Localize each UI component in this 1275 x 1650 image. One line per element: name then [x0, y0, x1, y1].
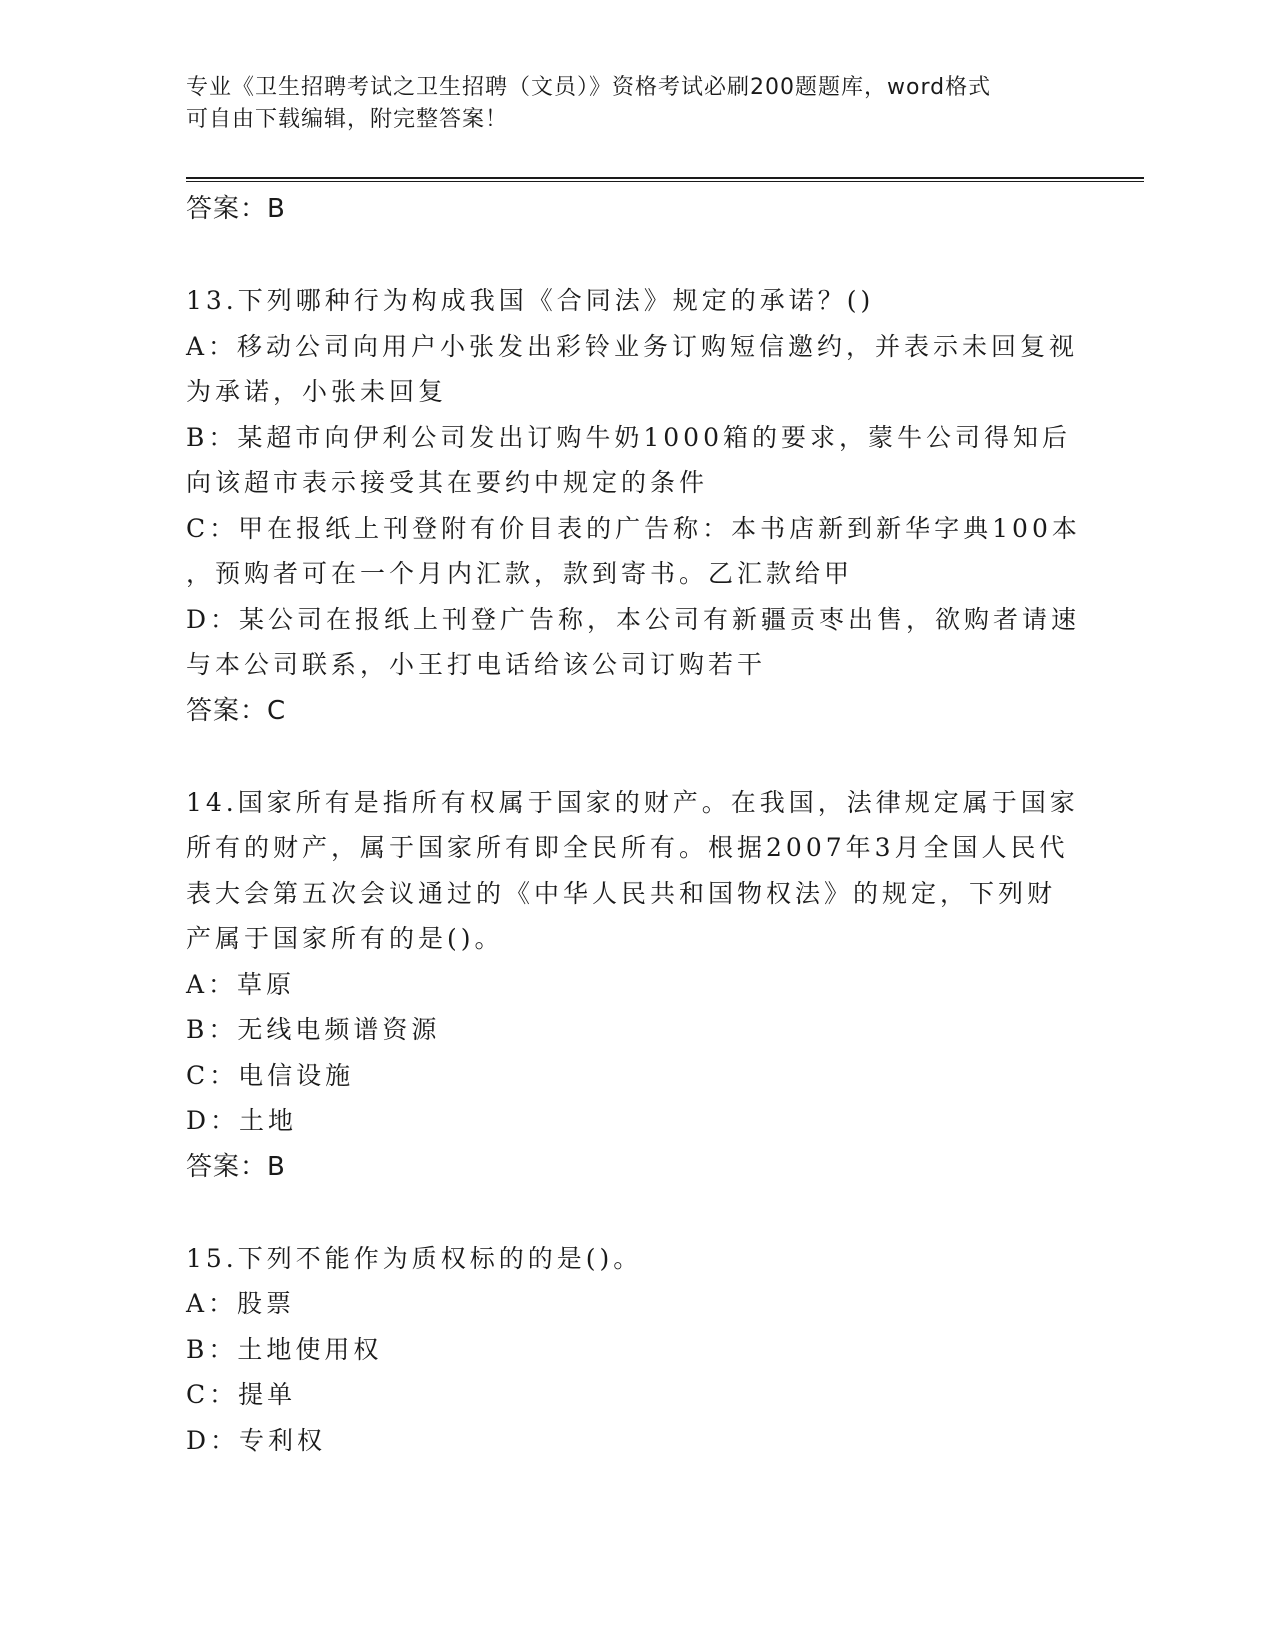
text-line: ，预购者可在一个月内汇款，款到寄书。乙汇款给甲 [186, 559, 854, 588]
answer-line: 答案：C [186, 695, 287, 726]
text-line: C：电信设施 [186, 1060, 355, 1090]
text-line: C：提单 [186, 1380, 297, 1409]
header-line-1: 专业《卫生招聘考试之卫生招聘（文员）》资格考试必刷200题题库，word格式 [186, 75, 992, 100]
text-line: B：土地使用权 [186, 1334, 383, 1364]
text-line: 所有的财产，属于国家所有即全民所有。根据2007年3月全国人民代 [186, 833, 1069, 862]
text-line: 14.国家所有是指所有权属于国家的财产。在我国，法律规定属于国家 [186, 787, 1079, 817]
text-line: 产属于国家所有的是()。 [186, 924, 504, 953]
text-line: D：专利权 [186, 1425, 327, 1455]
text-line: 15.下列不能作为质权标的的是()。 [186, 1243, 643, 1273]
document-header [186, 72, 1086, 136]
text-line: B：无线电频谱资源 [186, 1015, 441, 1044]
document-body [186, 186, 1081, 1463]
text-line: 表大会第五次会议通过的《中华人民共和国物权法》的规定，下列财 [186, 878, 1057, 908]
text-line: 向该超市表示接受其在要约中规定的条件 [186, 468, 709, 497]
text-line: D：某公司在报纸上刊登广告称，本公司有新疆贡枣出售，欲购者请速 [186, 604, 1081, 634]
text-line: 与本公司联系，小王打电话给该公司订购若干 [186, 650, 767, 679]
text-line: A：移动公司向用户小张发出彩铃业务订购短信邀约，并表示未回复视 [186, 331, 1079, 361]
blank-line [186, 734, 1066, 780]
blank-line [186, 1190, 1066, 1236]
header-divider-thick [186, 177, 1144, 179]
answer-line: 答案：B [186, 1151, 286, 1182]
text-line: A：股票 [186, 1289, 296, 1318]
header-divider-thin [186, 181, 1144, 182]
text-line: A：草原 [186, 969, 296, 999]
header-line-2: 可自由下载编辑，附完整答案！ [186, 107, 509, 132]
text-line: D：土地 [186, 1106, 298, 1135]
text-line: B：某超市向伊利公司发出订购牛奶1000箱的要求，蒙牛公司得知后 [186, 422, 1071, 452]
blank-line [186, 232, 1066, 278]
text-line: 13.下列哪种行为构成我国《合同法》规定的承诺？() [186, 286, 875, 315]
answer-line: 答案：B [186, 194, 286, 224]
text-line: C：甲在报纸上刊登附有价目表的广告称：本书店新到新华字典100本 [186, 513, 1081, 543]
text-line: 为承诺，小张未回复 [186, 377, 448, 406]
